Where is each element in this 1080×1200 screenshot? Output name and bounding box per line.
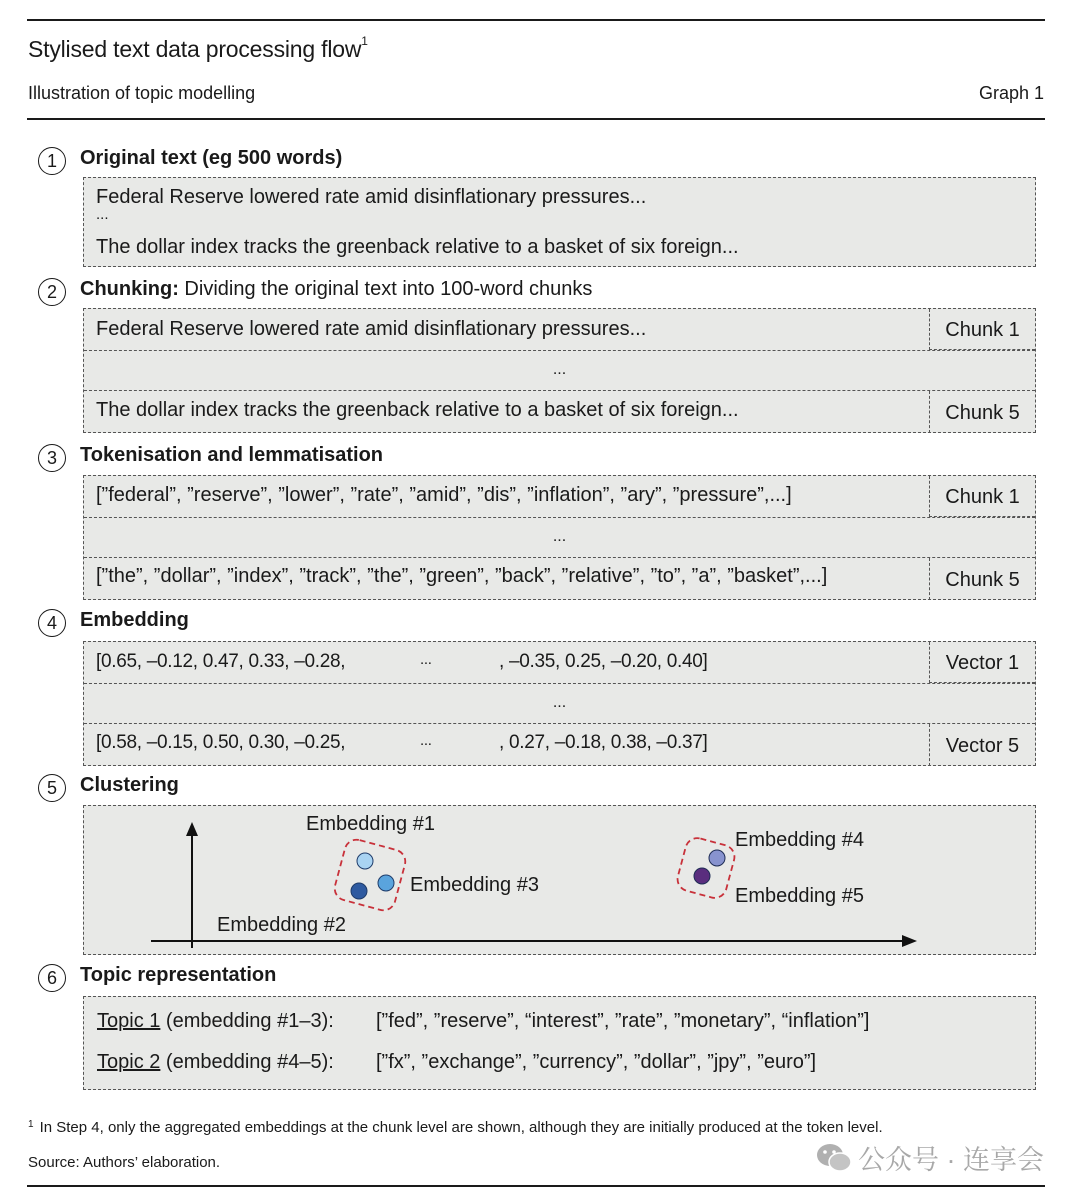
step-1-number-icon: 1 [38, 147, 66, 175]
embedding-4-label: Embedding #4 [735, 829, 864, 851]
tokens-ellipsis: ... [552, 528, 567, 545]
embedding-4-point [709, 850, 725, 866]
chunk-row-ellipsis [84, 350, 1035, 390]
vector-row-1 [84, 642, 1035, 683]
embedding-5-label: Embedding #5 [735, 885, 864, 907]
chunk-1-tag: Chunk 1 [929, 309, 1035, 350]
topic-1-name: Topic 1 [97, 1010, 161, 1032]
chunk-5-tag: Chunk 5 [929, 391, 1035, 433]
step-6-number-icon: 6 [38, 964, 66, 992]
figure-subtitle: Illustration of topic modelling [28, 83, 256, 103]
step-3-tokens-box [83, 475, 1036, 600]
chunk-ellipsis: ... [552, 361, 567, 378]
step-4-heading: Embedding [80, 609, 189, 631]
topic-1-range: (embedding #1–3): [160, 1010, 334, 1032]
cluster-2-boundary [675, 835, 737, 900]
step-3-number-icon: 3 [38, 444, 66, 472]
embedding-5-point [694, 868, 710, 884]
tokens-chunk-5-tag: Chunk 5 [929, 558, 1035, 600]
vector-1-left: [0.65, –0.12, 0.47, 0.33, –0.28, [96, 651, 346, 672]
step-2-chunks-box [83, 308, 1036, 433]
step-2-heading: Chunking: Dividing the original text into 100-word chunks [80, 278, 593, 300]
topic-2-name: Topic 2 [97, 1051, 161, 1073]
step-4-number-icon: 4 [38, 609, 66, 637]
chunk-row-5 [84, 390, 1035, 432]
token-row-1 [84, 476, 1035, 517]
step-2-number-icon: 2 [38, 278, 66, 306]
original-text-line-2: The dollar index tracks the greenback relative to a basket of six foreign... [96, 236, 739, 258]
vector-5-left: [0.58, –0.15, 0.50, 0.30, –0.25, [96, 732, 346, 753]
step-4-vectors-box [83, 641, 1036, 766]
step-1-original-text-box [83, 177, 1036, 267]
step-5-heading: Clustering [80, 774, 179, 796]
vector-1-right: , –0.35, 0.25, –0.20, 0.40] [499, 651, 708, 672]
step-5-clustering-box [83, 805, 1036, 955]
embedding-3-label: Embedding #3 [410, 874, 539, 896]
vector-5-right: , 0.27, –0.18, 0.38, –0.37] [499, 732, 708, 753]
cluster-1-boundary [332, 837, 408, 913]
embedding-1-point [357, 853, 373, 869]
watermark-text: 公众号 · 连享会 [858, 1145, 1044, 1175]
step-6-topics-box [83, 996, 1036, 1090]
source-note: Source: Authors’ elaboration. [28, 1154, 221, 1171]
tokens-chunk-1-tag: Chunk 1 [929, 476, 1035, 517]
embedding-2-label: Embedding #2 [217, 914, 346, 936]
topic-1-words: [”fed”, ”reserve”, “interest”, ”rate”, ”monetary”, “inflation”] [376, 1010, 870, 1032]
topic-2-row [97, 1051, 334, 1074]
footnote: $^1$ In Step 4, only the aggregated embeddings at the chunk level are shown, although they are initially produced at the token level. [28, 1119, 883, 1136]
x-axis-arrow-icon [902, 935, 917, 947]
vector-row-ellipsis [84, 683, 1035, 723]
vector-5-ellipsis: ... [420, 732, 432, 749]
step-5-number-icon: 5 [38, 774, 66, 802]
top-rule [27, 19, 1045, 21]
step-3-heading: Tokenisation and lemmatisation [80, 444, 384, 466]
step-1-heading: Original text (eg 500 words) [80, 147, 343, 169]
vector-1-tag: Vector 1 [929, 642, 1035, 683]
y-axis-arrow-icon [186, 822, 198, 836]
topic-2-range: (embedding #4–5): [160, 1051, 334, 1073]
token-row-ellipsis [84, 517, 1035, 557]
wechat-icon [816, 1143, 852, 1173]
chunk-5-text: The dollar index tracks the greenback relative to a basket of six foreign... [96, 399, 739, 421]
header-rule [27, 118, 1045, 120]
tokens-chunk-1: [”federal”, ”reserve”, ”lower”, ”rate”, ”amid”, ”dis”, ”inflation”, ”ary”, ”pressure”,...] [96, 484, 792, 506]
vector-1-ellipsis: ... [420, 651, 432, 668]
token-row-5 [84, 557, 1035, 599]
bottom-rule [27, 1185, 1045, 1187]
embedding-3-point [378, 875, 394, 891]
figure-title: Stylised text data processing flow$^1$ [28, 34, 368, 62]
vector-row-5 [84, 723, 1035, 765]
original-text-line-1: Federal Reserve lowered rate amid disinflationary pressures... [96, 186, 647, 208]
topic-1-row [97, 1010, 334, 1033]
chunk-row-1 [84, 309, 1035, 350]
graph-label: Graph 1 [978, 83, 1044, 103]
vector-5-tag: Vector 5 [929, 724, 1035, 766]
tokens-chunk-5: [”the”, ”dollar”, ”index”, ”track”, ”the”, ”green”, ”back”, ”relative”, ”to”, ”a”, ”basket”,...] [96, 565, 828, 587]
watermark [816, 1138, 1044, 1177]
embedding-2-point [351, 883, 367, 899]
step-6-heading: Topic representation [80, 964, 277, 986]
original-text-ellipsis: ... [96, 206, 109, 223]
topic-2-words: [”fx”, ”exchange”, ”currency”, ”dollar”, ”jpy”, ”euro”] [376, 1051, 817, 1073]
embedding-1-label: Embedding #1 [306, 813, 435, 835]
vector-ellipsis: ... [552, 694, 567, 711]
chunk-1-text: Federal Reserve lowered rate amid disinflationary pressures... [96, 318, 647, 340]
